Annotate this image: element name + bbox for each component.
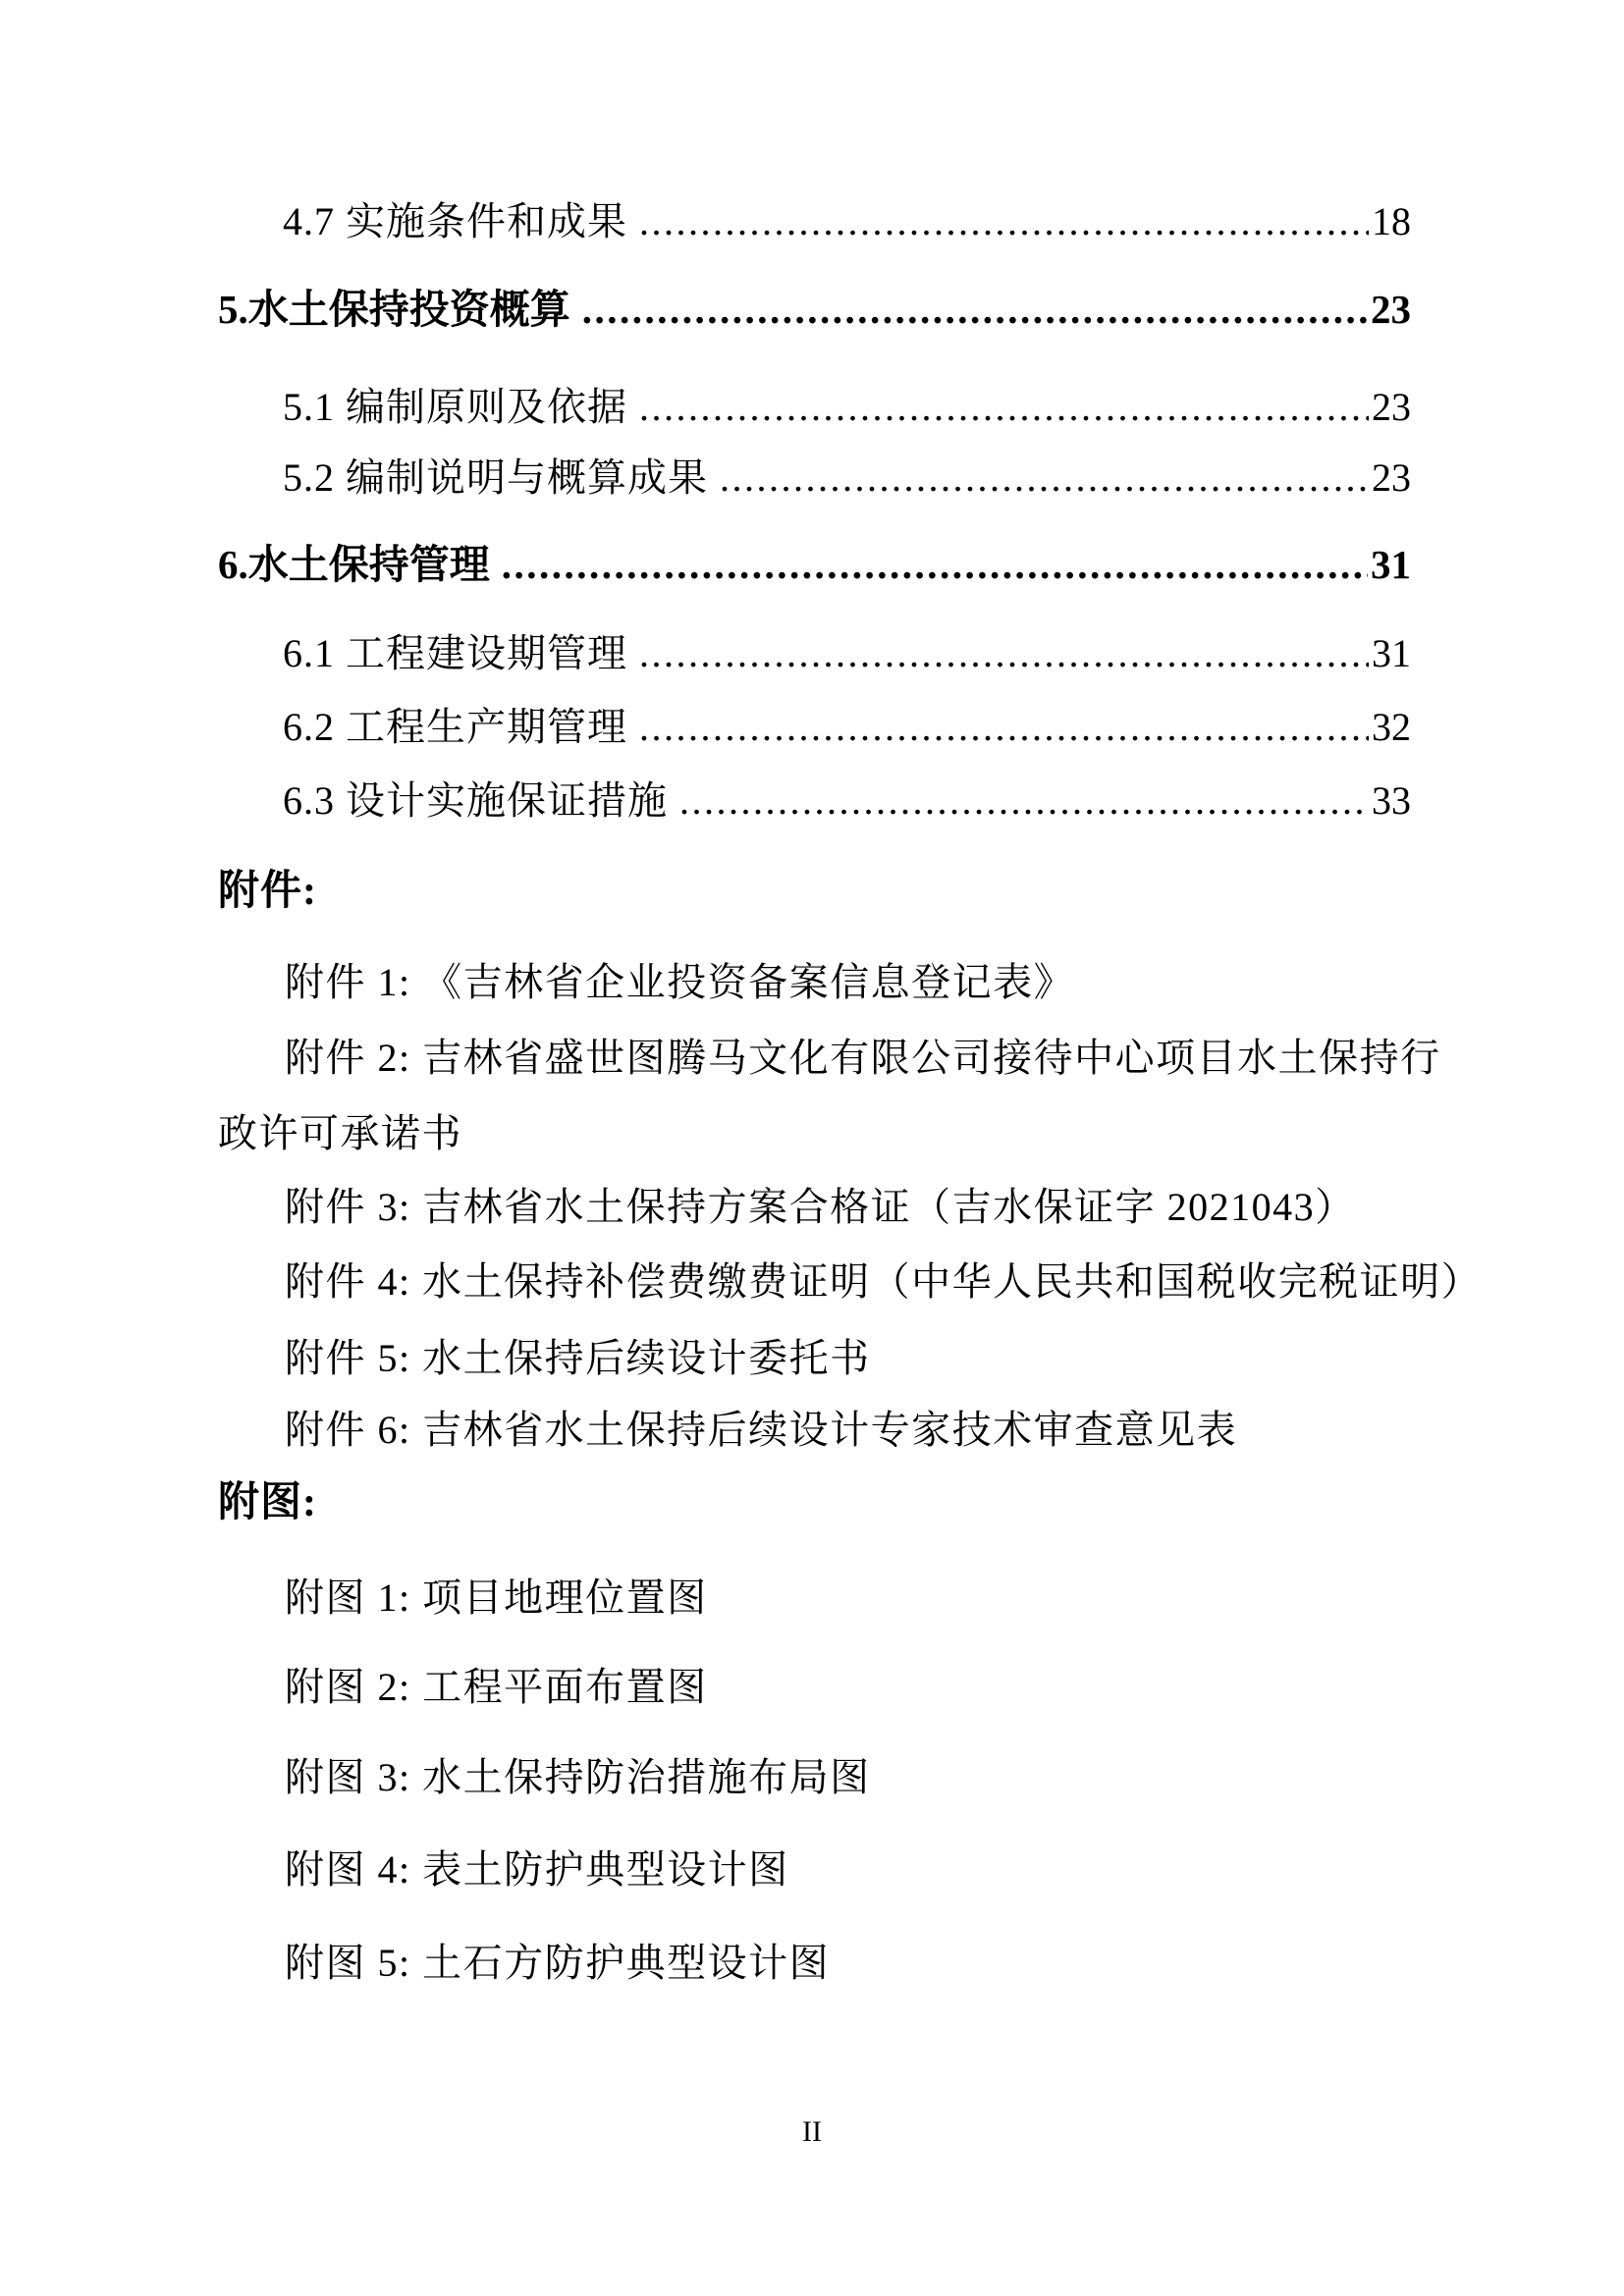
figures-heading: 附图: (218, 1480, 317, 1525)
toc-entry (218, 540, 1411, 589)
toc-page-number: 23 (1371, 287, 1411, 332)
dot-leader (570, 285, 1368, 334)
figure-item: 附图 1: 项目地理位置图 (285, 1575, 708, 1620)
toc-entry-title: 5.水土保持投资概算 (218, 287, 570, 332)
dot-leader (627, 384, 1369, 431)
toc-page-number: 18 (1372, 199, 1411, 243)
attachment-item: 附件 5: 水土保持后续设计委托书 (285, 1336, 871, 1380)
dot-leader (627, 198, 1369, 245)
toc-page-number: 32 (1372, 705, 1411, 749)
figure-item: 附图 4: 表土防护典型设计图 (285, 1847, 789, 1892)
dot-leader (627, 630, 1369, 677)
toc-entry-title: 6.1 工程建设期管理 (283, 631, 627, 675)
toc-page-number: 23 (1372, 455, 1411, 500)
toc-page-number: 33 (1372, 778, 1411, 823)
attachments-heading: 附件: (218, 869, 317, 914)
attachment-item-continuation: 政许可承诺书 (218, 1111, 462, 1155)
page-number-footer: II (802, 2115, 822, 2148)
toc-entry-title: 6.水土保持管理 (218, 542, 490, 587)
toc-entry (218, 454, 1411, 502)
attachment-item: 附件 6: 吉林省水土保持后续设计专家技术审查意见表 (285, 1408, 1238, 1452)
toc-entry-title: 6.2 工程生产期管理 (283, 705, 627, 749)
toc-entry-title: 4.7 实施条件和成果 (283, 199, 627, 243)
toc-entry (218, 704, 1411, 751)
toc-page-number: 23 (1372, 385, 1411, 429)
toc-entry (218, 777, 1411, 825)
attachment-item: 附件 2: 吉林省盛世图腾马文化有限公司接待中心项目水土保持行 (285, 1036, 1441, 1080)
dot-leader (490, 540, 1368, 589)
toc-entry (218, 198, 1411, 245)
attachment-item: 附件 3: 吉林省水土保持方案合格证（吉水保证字 2021043） (285, 1185, 1356, 1229)
dot-leader (668, 777, 1369, 825)
dot-leader (627, 704, 1369, 751)
figure-item: 附图 5: 土石方防护典型设计图 (285, 1941, 831, 1985)
figure-item: 附图 3: 水土保持防治措施布局图 (285, 1755, 871, 1799)
toc-entry (218, 630, 1411, 677)
toc-entry-title: 6.3 设计实施保证措施 (283, 778, 668, 823)
attachment-item: 附件 1: 《吉林省企业投资备案信息登记表》 (285, 960, 1075, 1004)
figure-item: 附图 2: 工程平面布置图 (285, 1665, 708, 1709)
toc-entry (218, 384, 1411, 431)
dot-leader (708, 454, 1369, 502)
attachment-item: 附件 4: 水土保持补偿费缴费证明（中华人民共和国税收完税证明） (285, 1259, 1483, 1304)
toc-page-number: 31 (1372, 631, 1411, 675)
toc-entry-title: 5.1 编制原则及依据 (283, 385, 627, 429)
toc-entry (218, 285, 1411, 334)
toc-entry-title: 5.2 编制说明与概算成果 (283, 455, 708, 500)
toc-page-number: 31 (1371, 542, 1411, 587)
